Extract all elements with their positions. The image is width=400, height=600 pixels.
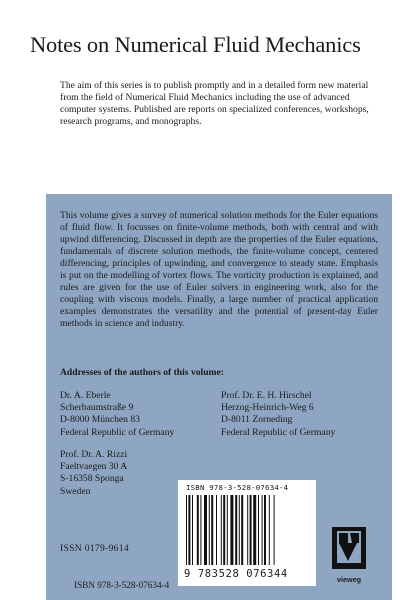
- address-line: Federal Republic of Germany: [221, 426, 336, 438]
- barcode-bar: [250, 495, 252, 565]
- barcode-bar: [188, 495, 190, 565]
- barcode-bar: [239, 495, 240, 565]
- address-line: Scherbaumstraße 9: [60, 402, 134, 414]
- address-line: D-8011 Zorneding: [221, 414, 293, 426]
- authors-heading: Addresses of the authors of this volume:: [60, 367, 224, 378]
- barcode-bar: [221, 495, 222, 565]
- barcode-bar: [274, 495, 275, 565]
- barcode-bar: [247, 495, 248, 565]
- address-line: Sweden: [60, 485, 91, 497]
- barcode-bar: [209, 495, 210, 565]
- blue-panel: [46, 194, 392, 600]
- barcode-bar: [197, 495, 199, 565]
- barcode-bar: [269, 495, 270, 565]
- author-address: [60, 449, 127, 498]
- barcode-bar: [204, 495, 207, 565]
- barcode-bar: [216, 495, 217, 565]
- barcode-bar: [200, 495, 201, 565]
- barcode-bar: [186, 495, 187, 565]
- barcode-bar: [192, 495, 193, 565]
- address-line: S-16358 Sponga: [60, 473, 124, 485]
- barcode-bar: [262, 495, 263, 565]
- isbn-label: ISBN 978-3-528-07634-4: [74, 580, 170, 590]
- barcode-bar: [235, 495, 237, 565]
- barcode-digits: 9 783528 076344: [184, 568, 288, 580]
- barcode-bar: [258, 495, 259, 565]
- address-line: Federal Republic of Germany: [60, 426, 175, 438]
- barcode-bar: [230, 495, 233, 565]
- author-name: Prof. Dr. A. Rizzi: [60, 449, 128, 460]
- barcode-icon: [186, 495, 308, 567]
- barcode-isbn-label: ISBN 978-3-528-07634-4: [186, 483, 289, 492]
- barcode-bar: [223, 495, 225, 565]
- barcode-bar: [211, 495, 213, 565]
- address-line: D-8000 München 83: [60, 414, 140, 426]
- address-line: Herzog-Heinrich-Weg 6: [221, 402, 314, 414]
- series-aim-text: The aim of this series is to publish promptly and in a detailed form new material from the field of Numerical Fluid Mechanics including the use of advanced computer systems. Published are reports on specialized conferences, workshops, research programs, and monographs.: [60, 80, 369, 128]
- barcode-bar: [264, 495, 266, 565]
- issn-label: ISSN 0179-9614: [60, 543, 129, 554]
- series-title: Notes on Numerical Fluid Mechanics: [30, 32, 361, 57]
- barcode-bar: [253, 495, 256, 565]
- barcode-bar: [227, 495, 228, 565]
- address-line: Faeltvaegen 30 A: [60, 461, 128, 473]
- author-name: Dr. A. Eberle: [60, 390, 111, 401]
- vieweg-logo-icon: [330, 525, 368, 573]
- publisher-name: vieweg: [337, 575, 361, 584]
- volume-summary: This volume gives a survey of numerical solution methods for the Euler equations of fluid flow. It focusses on finite-volume methods, both with central and with upwind differencing. Discussed in depth are the properties of the Euler equations, fundamentals of discrete solution methods, the finite-volume concept, centered differencing, principles of upwinding, and convergence to steady state. Emphasis is put on the modelling of vortex flows. The vorticity production is explained, and rules are given for the use of Euler solvers in engineering work, also for the coupling with viscous models. Finally, a large number of practical application examples demonstrates the versatility and the potential of present-day Euler methods in science and industry.: [60, 210, 378, 330]
- author-address: [60, 390, 174, 439]
- barcode-box: [178, 480, 316, 586]
- barcode-bar: [241, 495, 243, 565]
- author-name: Prof. Dr. E. H. Hirschel: [221, 390, 312, 401]
- author-address: [221, 390, 335, 439]
